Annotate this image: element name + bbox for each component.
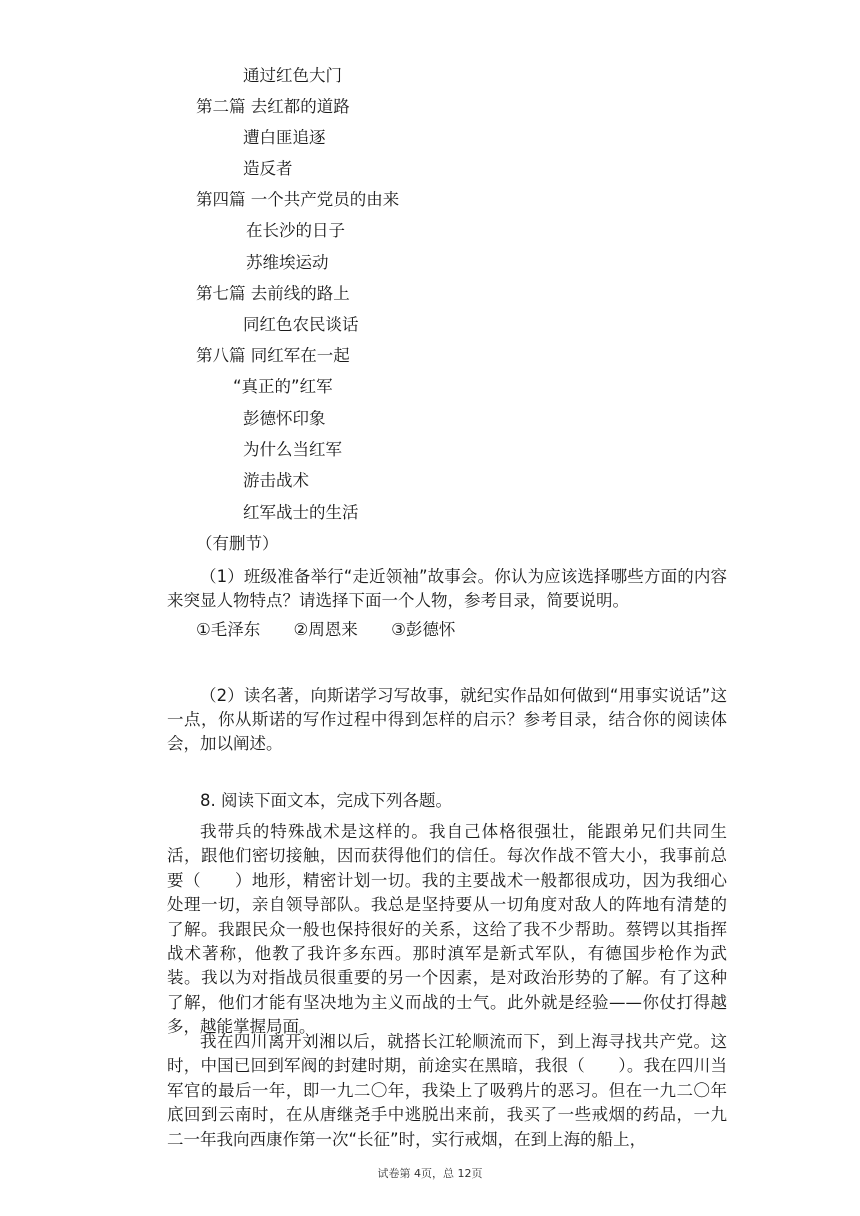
toc-item: 游击战术 bbox=[243, 471, 309, 490]
page-footer: 试卷第 4页，总 12页 bbox=[377, 1167, 483, 1180]
toc-item: 同红色农民谈话 bbox=[243, 315, 359, 334]
toc-item: 造反者 bbox=[243, 159, 293, 178]
toc-item: 苏维埃运动 bbox=[246, 253, 329, 272]
toc-item: 彭德怀印象 bbox=[243, 409, 326, 428]
section-8-heading: 8. 阅读下面文本，完成下列各题。 bbox=[200, 791, 452, 810]
choice-zhou: ②周恩来 bbox=[293, 620, 358, 639]
toc-item: “真正的”红军 bbox=[233, 377, 333, 396]
toc-item: 红军战士的生活 bbox=[243, 503, 359, 522]
choice-mao: ①毛泽东 bbox=[196, 620, 261, 639]
toc-item: 通过红色大门 bbox=[243, 66, 342, 85]
passage-paragraph-1: 我带兵的特殊战术是这样的。我自己体格很强壮，能跟弟兄们共同生活，跟他们密切接触，因而获得他们的信任。每次作战不管大小，我事前总要（ ）地形，精密计划一切。我的主要战术一般都很成功，因为我细心处理一切，亲自领导部队。我总是坚持要从一切角度对敌人的阵地有清楚的了解。我跟民众一般也保持很好的关系，这给了我不少帮助。蔡锷以其指挥战术著称，他教了我许多东西。那时滇军是新式军队，有德国步枪作为武装。我以为对指战员很重要的另一个因素，是对政治形势的了解。有了这种了解，他们才能有坚决地为主义而战的士气。此外就是经验——你仗打得越多，越能掌握局面。 bbox=[167, 822, 727, 1037]
toc-chapter-heading: 第二篇 去红都的道路 bbox=[196, 97, 350, 116]
question-2: （2）读名著，向斯诺学习写故事，就纪实作品如何做到“用事实说话”这一点，你从斯诺的写作过程中得到怎样的启示？参考目录，结合你的阅读体会，加以阐述。 bbox=[167, 686, 727, 753]
toc-chapter-heading: 第七篇 去前线的路上 bbox=[196, 284, 350, 303]
toc-item: 在长沙的日子 bbox=[246, 221, 345, 240]
toc-item: 遭白匪追逐 bbox=[243, 128, 326, 147]
abridged-note: （有删节） bbox=[196, 534, 279, 553]
toc-chapter-heading: 第四篇 一个共产党员的由来 bbox=[196, 190, 400, 209]
person-choices bbox=[196, 619, 483, 641]
passage-paragraph-2: 我在四川离开刘湘以后，就搭长江轮顺流而下，到上海寻找共产党。这时，中国已回到军阀的封建时期，前途实在黑暗，我很（ ）。我在四川当军官的最后一年，即一九二〇年，我染上了吸鸦片的恶习。但在一九二〇年底回到云南时，在从唐继尧手中逃脱出来前，我买了一些戒烟的药品，一九二一年我向西康作第一次“长征”时，实行戒烟，在到上海的船上， bbox=[167, 1032, 727, 1149]
toc-chapter-heading: 第八篇 同红军在一起 bbox=[196, 346, 350, 365]
choice-peng: ③彭德怀 bbox=[391, 620, 456, 639]
toc-item: 为什么当红军 bbox=[243, 440, 342, 459]
question-1: （1）班级准备举行“走近领袖”故事会。你认为应该选择哪些方面的内容来突显人物特点？请选择下面一个人物，参考目录，简要说明。 bbox=[167, 567, 727, 610]
